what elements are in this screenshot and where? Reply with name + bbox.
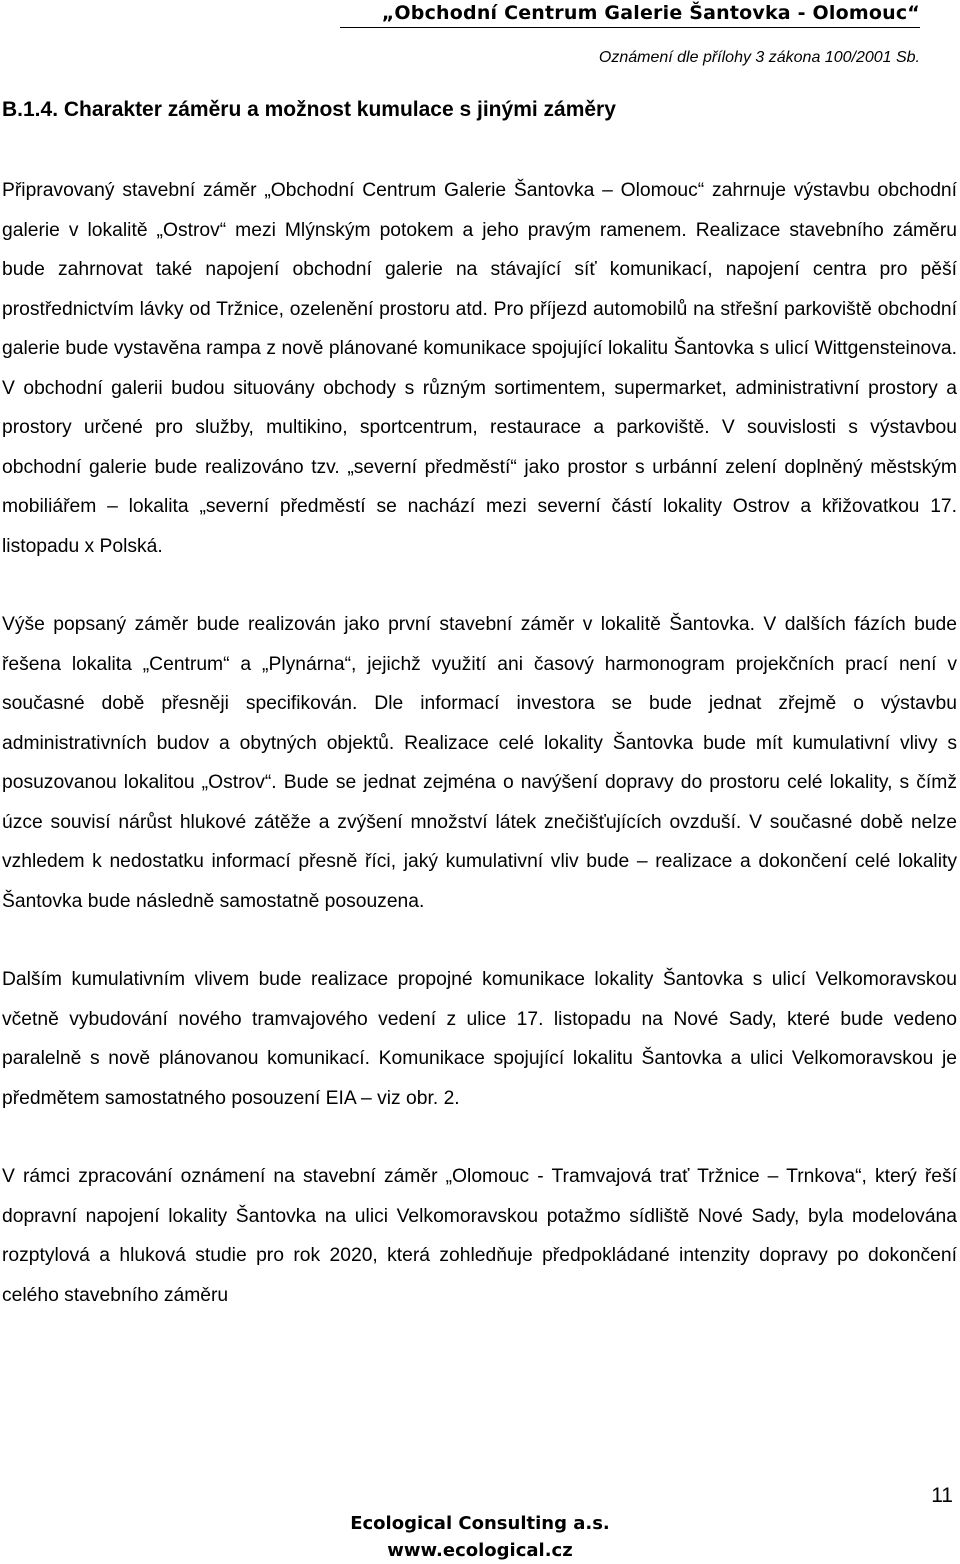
paragraph-connecting-road: Dalším kumulativním vlivem bude realizace propojné komunikace lokality Šantovka s ulicí Velkomoravskou včetně vybudování nového tramvajového vedení z ulice 17. listopadu na Nové Sady, které bude vedeno paralelně s nově plánovanou komunikací. Komunikace spojující lokalitu Šantovka a ulici Velkomoravskou je předmětem samostatného posouzení EIA – viz obr. 2. xyxy=(2,969,957,1109)
page-footer xyxy=(0,1510,960,1564)
footer-website: www.ecological.cz xyxy=(387,1540,573,1561)
footer-company: Ecological Consulting a.s. xyxy=(350,1513,610,1534)
paragraph-cumulative-effects: Výše popsaný záměr bude realizován jako první stavební záměr v lokalitě Šantovka. V dalších fázích bude řešena lokalita „Centrum“ a „Plynárna“, jejichž využití ani časový harmonogram projekčních prací není v současné době přesněji specifikován. Dle informací investora se bude jednat zřejmě o výstavbu administrativních budov a obytných objektů. Realizace celé lokality Šantovka bude mít kumulativní vlivy s posuzovanou lokalitou „Ostrov“. Bude se jednat zejména o navýšení dopravy do prostoru celé lokality, s čímž úzce souvisí nárůst hlukové zátěže a zvýšení množství látek znečišťujících ovzduší. V současné době nelze vzhledem k nedostatku informací přesně říci, jaký kumulativní vliv bude – realizace a dokončení celé lokality Šantovka bude následně samostatně posouzena. xyxy=(2,614,957,912)
page-number: 11 xyxy=(931,1484,953,1507)
section-heading: B.1.4. Charakter záměru a možnost kumulace s jinými záměry xyxy=(2,98,616,121)
document-title: „Obchodní Centrum Galerie Šantovka - Olomouc“ xyxy=(381,2,920,24)
document-body xyxy=(2,171,957,1315)
document-subtitle: Oznámení dle přílohy 3 zákona 100/2001 Sb. xyxy=(598,49,920,66)
paragraph-project-description: Připravovaný stavební záměr „Obchodní Centrum Galerie Šantovka – Olomouc“ zahrnuje výstavbu obchodní galerie v lokalitě „Ostrov“ mezi Mlýnským potokem a jeho pravým ramenem. Realizace stavebního záměru bude zahrnovat také napojení obchodní galerie na stávající síť komunikací, napojení centra pro pěší prostřednictvím lávky od Tržnice, ozelenění prostoru atd. Pro příjezd automobilů na střešní parkoviště obchodní galerie bude vystavěna rampa z nově plánované komunikace spojující lokalitu Šantovka s ulicí Wittgensteinova. V obchodní galerii budou situovány obchody s různým sortimentem, supermarket, administrativní prostory a prostory určené pro služby, multikino, sportcentrum, restaurace a parkoviště. V souvislosti s výstavbou obchodní galerie bude realizováno tzv. „severní předměstí“ jako prostor s urbánní zelení doplněný městským mobiliářem – lokalita „severní předměstí se nachází mezi severní částí lokality Ostrov a křižovatkou 17. listopadu x Polská. xyxy=(2,180,957,557)
paragraph-tram-study: V rámci zpracování oznámení na stavební záměr „Olomouc - Tramvajová trať Tržnice – Trnkova“, který řeší dopravní napojení lokality Šantovka na ulici Velkomoravskou potažmo sídliště Nové Sady, byla modelována rozptylová a hluková studie pro rok 2020, která zohledňuje předpokládané intenzity dopravy po dokončení celého stavebního záměru xyxy=(2,1166,957,1306)
header-divider xyxy=(340,27,920,28)
page-header xyxy=(300,0,920,67)
